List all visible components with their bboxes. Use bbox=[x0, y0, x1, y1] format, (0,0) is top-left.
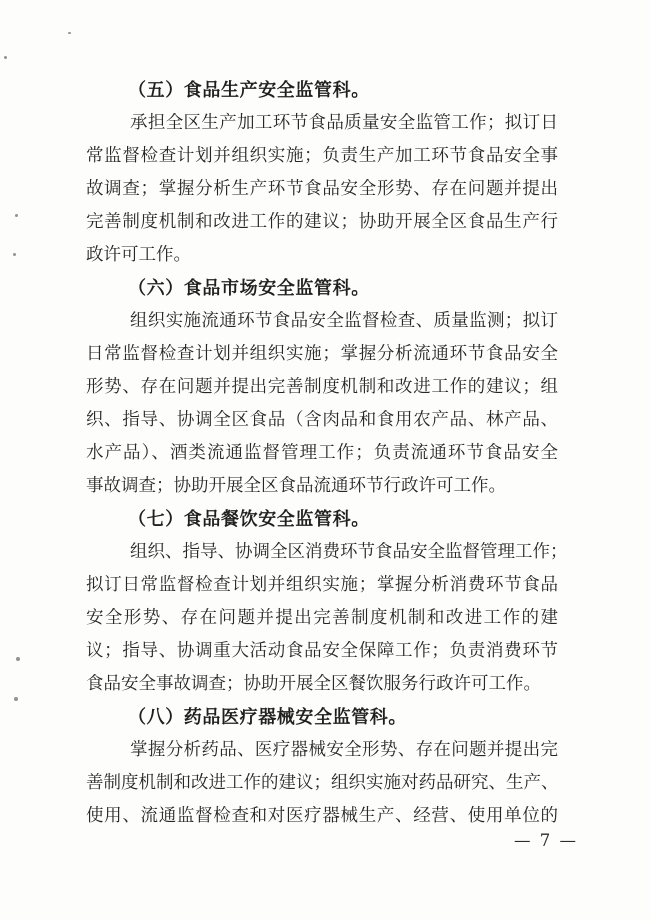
section-heading: （六）食品市场安全监管科。 bbox=[128, 278, 370, 299]
paragraph-line: 形势、存在问题并提出完善制度机制和改进工作的建议；组 bbox=[86, 377, 558, 397]
paragraph-line: 日常监督检查计划并组织实施；掌握分析流通环节食品安全 bbox=[86, 344, 558, 364]
paragraph-line: 掌握分析药品、医疗器械安全形势、存在问题并提出完 bbox=[130, 740, 558, 760]
paragraph-line: 使用、流通监督检查和对医疗器械生产、经营、使用单位的 bbox=[86, 806, 558, 826]
section-heading: （七）食品餐饮安全监管科。 bbox=[128, 509, 370, 530]
section-heading: （八）药品医疗器械安全监管科。 bbox=[128, 707, 407, 728]
scan-artifact-dot bbox=[13, 253, 16, 256]
paragraph-line: 拟订日常监督检查计划并组织实施；掌握分析消费环节食品 bbox=[86, 575, 558, 595]
paragraph-line: 承担全区生产加工环节食品质量安全监管工作；拟订日 bbox=[130, 113, 558, 133]
paragraph-line: 善制度机制和改进工作的建议；组织实施对药品研究、生产、 bbox=[86, 773, 559, 793]
scan-artifact-dot bbox=[14, 697, 18, 701]
document-body bbox=[86, 74, 568, 833]
paragraph-line: 安全形势、存在问题并提出完善制度机制和改进工作的建 bbox=[86, 608, 558, 628]
paragraph-line: 食品安全事故调查；协助开展全区餐饮服务行政许可工作。 bbox=[86, 674, 541, 694]
scan-artifact-dot bbox=[4, 56, 7, 59]
scan-artifact-dot bbox=[16, 657, 20, 661]
paragraph-line: 议；指导、协调重大活动食品安全保障工作；负责消费环节 bbox=[86, 641, 558, 661]
scan-artifact-dot bbox=[68, 32, 71, 34]
paragraph-line: 完善制度机制和改进工作的建议；协助开展全区食品生产行 bbox=[86, 212, 558, 232]
paragraph-line: 组织、指导、协调全区消费环节食品安全监督管理工作； bbox=[130, 542, 568, 562]
scan-artifact-dot bbox=[15, 214, 18, 217]
paragraph-line: 政许可工作。 bbox=[86, 245, 191, 265]
section-heading: （五）食品生产安全监管科。 bbox=[128, 80, 370, 101]
paragraph-line: 织、指导、协调全区食品（含肉品和食用农产品、林产品、 bbox=[86, 410, 558, 430]
paragraph-line: 事故调查；协助开展全区食品流通环节行政许可工作。 bbox=[86, 476, 506, 496]
paragraph-line: 组织实施流通环节食品安全监督检查、质量监测；拟订 bbox=[130, 311, 558, 331]
paragraph-line: 常监督检查计划并组织实施；负责生产加工环节食品安全事 bbox=[86, 146, 558, 166]
paragraph-line: 故调查；掌握分析生产环节食品安全形势、存在问题并提出 bbox=[86, 179, 558, 199]
paragraph-line: 水产品）、酒类流通监督管理工作；负责流通环节食品安全 bbox=[86, 443, 558, 463]
page-number: — 7 — bbox=[514, 831, 578, 850]
